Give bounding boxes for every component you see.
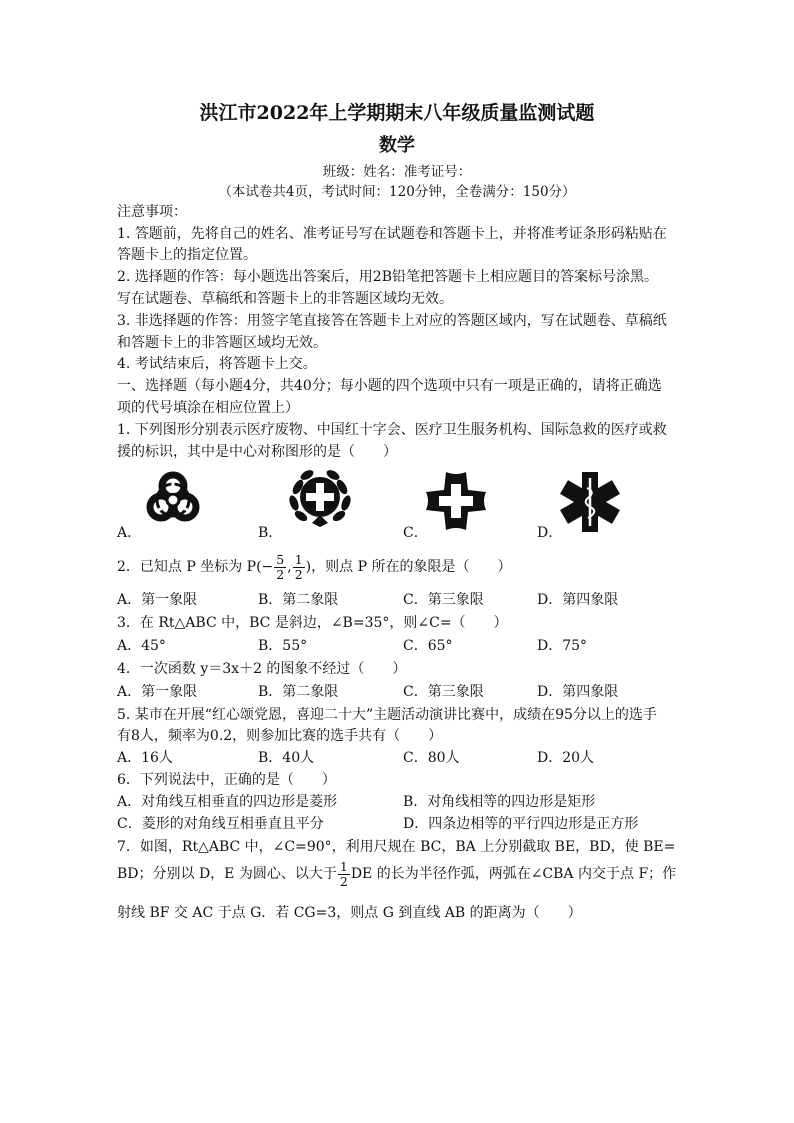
notes-line: 和答题卡上的非答题区域均无效。 xyxy=(117,335,327,351)
q2-comma: , xyxy=(287,559,292,575)
question-7-text-end: 射线 BF 交 AC 于点 G．若 CG=3，则点 G 到直线 AB 的距离为（ ） xyxy=(117,905,582,921)
notes-heading: 注意事项： xyxy=(117,204,187,220)
q6-option: B．对角线相等的四边形是矩形 xyxy=(403,794,596,810)
q1-option-label: D． xyxy=(537,525,563,541)
question-7-text: 7．如图，Rt△ABC 中，∠C=90°，利用尺规在 BC，BA 上分别截取 BE，BD，使 BE= xyxy=(117,839,676,855)
q5-option: A．16人 xyxy=(117,750,173,766)
q6-option: A．对角线互相垂直的四边形是菱形 xyxy=(117,794,338,810)
student-info-line: 班级：姓名：准考证号： xyxy=(322,164,472,180)
frac-numerator: 5 xyxy=(276,551,285,567)
q4-option: C．第三象限 xyxy=(403,684,484,700)
q3-option: D．75° xyxy=(537,638,588,654)
q2-option: B．第二象限 xyxy=(258,592,339,608)
q3-option: A．45° xyxy=(117,638,166,654)
exam-title: 洪江市2022年上学期期末八年级质量监测试题 xyxy=(199,102,595,124)
notes-line: 2. 选择题的作答：每小题选出答案后，用2B铅笔把答题卡上相应题目的答案标号涂黑。 xyxy=(117,269,659,285)
question-5-text-cont: 有8人，频率为0.2，则参加比赛的选手共有（ ） xyxy=(117,728,443,744)
frac-numerator: 1 xyxy=(339,858,348,874)
q6-option: C．菱形的对角线互相垂直且平分 xyxy=(117,816,324,832)
medical-cross-icon xyxy=(424,470,488,532)
question-6-text: 6．下列说法中，正确的是（ ） xyxy=(117,772,336,788)
question-3-text: 3．在 Rt△ABC 中，BC 是斜边，∠B=35°，则∠C=（ ） xyxy=(117,615,508,631)
red-cross-wreath-icon xyxy=(285,465,355,529)
q7-line2-prefix: BD；分别以 D，E 为圆心、以大于 xyxy=(117,866,337,882)
q2-option: C．第三象限 xyxy=(403,592,484,608)
q7-line2-suffix: DE 的长为半径作弧，两弧在∠CBA 内交于点 F；作 xyxy=(350,866,677,882)
q4-option: A．第一象限 xyxy=(117,684,198,700)
q4-option: D．第四象限 xyxy=(537,684,619,700)
q3-option: B．55° xyxy=(258,638,308,654)
notes-line: 答题卡上的指定位置。 xyxy=(117,247,257,263)
notes-line: 写在试题卷、草稿纸和答题卡上的非答题区域均无效。 xyxy=(117,291,453,307)
q1-option-label: A． xyxy=(117,525,142,541)
notes-line: 1. 答题前，先将自己的姓名、准考证号写在试题卷和答题卡上，并将准考证条形码粘贴在 xyxy=(117,226,667,242)
fraction-neg-5-2 xyxy=(274,553,286,582)
biohazard-icon xyxy=(145,468,201,528)
q5-option: B．40人 xyxy=(258,750,315,766)
fraction-1-2 xyxy=(293,553,305,582)
q6-option: D．四条边相等的平行四边形是正方形 xyxy=(403,816,639,832)
q5-option: D．20人 xyxy=(537,750,595,766)
q2-option: A．第一象限 xyxy=(117,592,198,608)
question-7-text-cont xyxy=(117,858,676,894)
fraction-1-2 xyxy=(338,860,350,889)
question-1-text: 1. 下列图形分别表示医疗废物、中国红十字会、医疗卫生服务机构、国际急救的医疗或救 xyxy=(117,422,667,438)
frac-denominator: 2 xyxy=(276,566,285,582)
frac-denominator: 2 xyxy=(294,566,303,582)
section-heading-cont: 项的代号填涂在相应位置上） xyxy=(117,400,299,416)
frac-numerator: 1 xyxy=(294,551,303,567)
notes-line: 4. 考试结束后，将答题卡上交。 xyxy=(117,356,317,372)
q2-prefix: 2．已知点 P 坐标为 P(− xyxy=(117,559,274,575)
q2-option: D．第四象限 xyxy=(537,592,619,608)
subject-title: 数学 xyxy=(379,135,415,156)
q2-suffix: )，则点 P 所在的象限是（ ） xyxy=(305,559,512,575)
q5-option: C．80人 xyxy=(403,750,460,766)
q1-option-label: C． xyxy=(403,525,428,541)
question-2-text xyxy=(117,551,511,587)
question-5-text: 5. 某市在开展“红心颂党恩，喜迎二十大”主题活动演讲比赛中，成绩在95分以上的选手 xyxy=(117,707,657,723)
question-1-text-cont: 援的标识，其中是中心对称图形的是（ ） xyxy=(117,444,397,460)
star-of-life-icon xyxy=(558,470,622,534)
question-4-text: 4．一次函数 y＝3x＋2 的图象不经过（ ） xyxy=(117,661,407,677)
q3-option: C．65° xyxy=(403,638,453,654)
notes-line: 3. 非选择题的作答：用签字笔直接答在答题卡上对应的答题区域内，写在试题卷、草稿纸 xyxy=(117,313,667,329)
frac-denominator: 2 xyxy=(339,873,348,889)
q1-option-label: B． xyxy=(258,525,283,541)
q4-option: B．第二象限 xyxy=(258,684,339,700)
section-heading: 一、选择题（每小题4分，共40分；每小题的四个选项中只有一项是正确的，请将正确选 xyxy=(117,378,662,394)
exam-info: （本试卷共4页，考试时间：120分钟，全卷满分：150分） xyxy=(218,184,576,200)
